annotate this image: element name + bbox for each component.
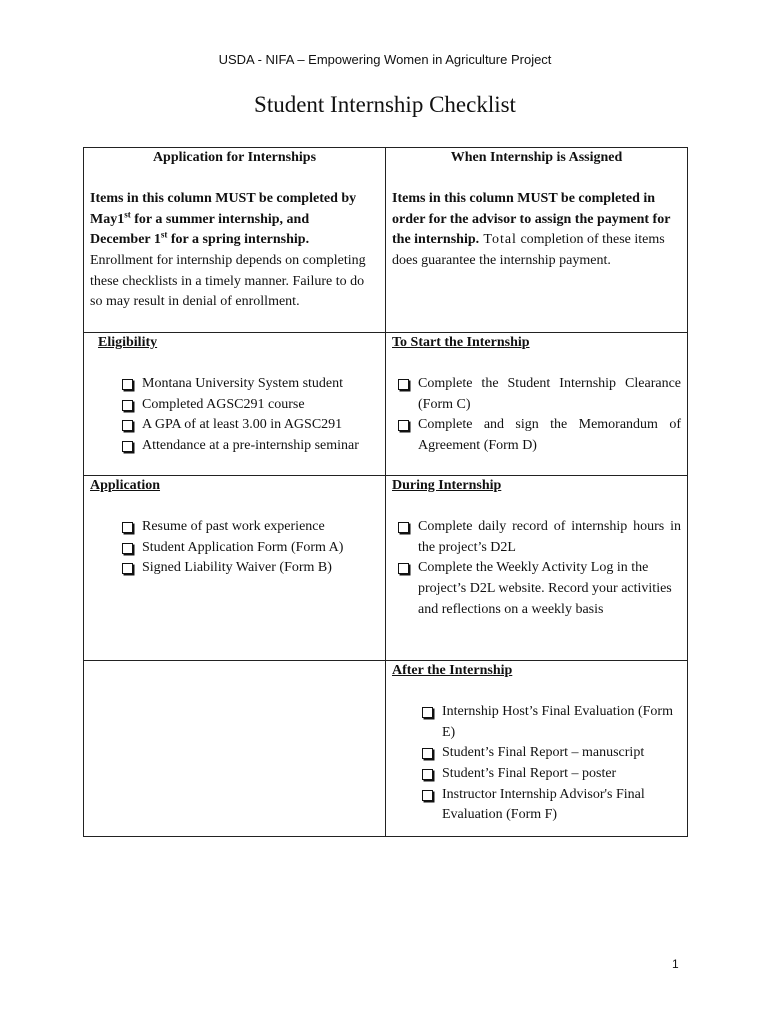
during-internship-list [392,517,681,620]
list-item: Resume of past work experience [122,517,379,538]
list-item: A GPA of at least 3.00 in AGSC291 [122,415,379,436]
page-number: 1 [672,957,679,971]
list-item: Complete the Student Internship Clearance (Form C) [398,374,681,415]
list-item: Complete daily record of internship hours in the project’s D2L [398,517,681,558]
checkbox-icon [422,790,433,801]
checkbox-icon [398,379,409,390]
during-internship-title: During Internship [392,478,502,493]
checkbox-icon [122,441,133,452]
list-item: Student’s Final Report – manuscript [422,743,681,764]
list-item: Completed AGSC291 course [122,395,379,416]
empty-cell [84,661,386,837]
eligibility-title: Eligibility [98,335,158,350]
after-internship-title: After the Internship [392,663,513,678]
start-internship-title: To Start the Internship [392,335,530,350]
list-item: Complete and sign the Memorandum of Agreement (Form D) [398,415,681,456]
left-deadline-line-2: May1st for a summer internship, and [90,209,310,227]
right-payment-note: Items in this column MUST be completed in order for the advisor to assign the payment for the internship. Total completion of these items does guarantee the internship payment. [392,191,671,268]
intro-row [84,148,688,333]
checkbox-icon [398,563,409,574]
checkbox-icon [422,707,433,718]
application-cell [84,476,386,661]
checkbox-icon [122,543,133,554]
list-item: Signed Liability Waiver (Form B) [122,558,379,579]
page-title: Student Internship Checklist [254,92,516,117]
application-list [90,517,379,579]
list-item: Student Application Form (Form A) [122,538,379,559]
checkbox-icon [398,522,409,533]
left-deadline-line-1: Items in this column MUST be completed by [90,191,357,207]
left-enrollment-note: Enrollment for internship depends on completing these checklists in a timely manner. Failure to do so may result in denial of enrollment. [90,252,366,310]
list-item: Instructor Internship Advisor's Final Evaluation (Form F) [422,785,681,826]
after-row [84,661,688,837]
list-item: Student’s Final Report – poster [422,764,681,785]
eligibility-cell [84,333,386,476]
checkbox-icon [122,379,133,390]
checklist-table [83,147,688,837]
after-internship-list [392,702,681,826]
left-deadline-line-3: December 1st for a spring internship. [90,229,310,248]
left-column-heading: Application for Internships [152,150,317,165]
application-title: Application [90,478,161,493]
checkbox-icon [122,522,133,533]
list-item: Complete the Weekly Activity Log in the project’s D2L website. Record your activities and reflections on a weekly basis [398,558,681,620]
right-intro-cell [386,148,688,333]
checkbox-icon [398,420,409,431]
checkbox-icon [422,748,433,759]
checkbox-icon [422,769,433,780]
start-internship-list [392,374,681,456]
list-item: Attendance at a pre-internship seminar [122,436,379,457]
checkbox-icon [122,420,133,431]
after-internship-cell [386,661,688,837]
left-intro-cell [84,148,386,333]
list-item: Internship Host’s Final Evaluation (Form E) [422,702,681,743]
page-header: USDA - NIFA – Empowering Women in Agriculture Project [218,52,552,67]
eligibility-list [90,374,379,456]
during-internship-cell [386,476,688,661]
right-column-heading: When Internship is Assigned [450,150,623,165]
list-item: Montana University System student [122,374,379,395]
start-internship-cell [386,333,688,476]
checkbox-icon [122,400,133,411]
checkbox-icon [122,563,133,574]
eligibility-row [84,333,688,476]
application-row [84,476,688,661]
